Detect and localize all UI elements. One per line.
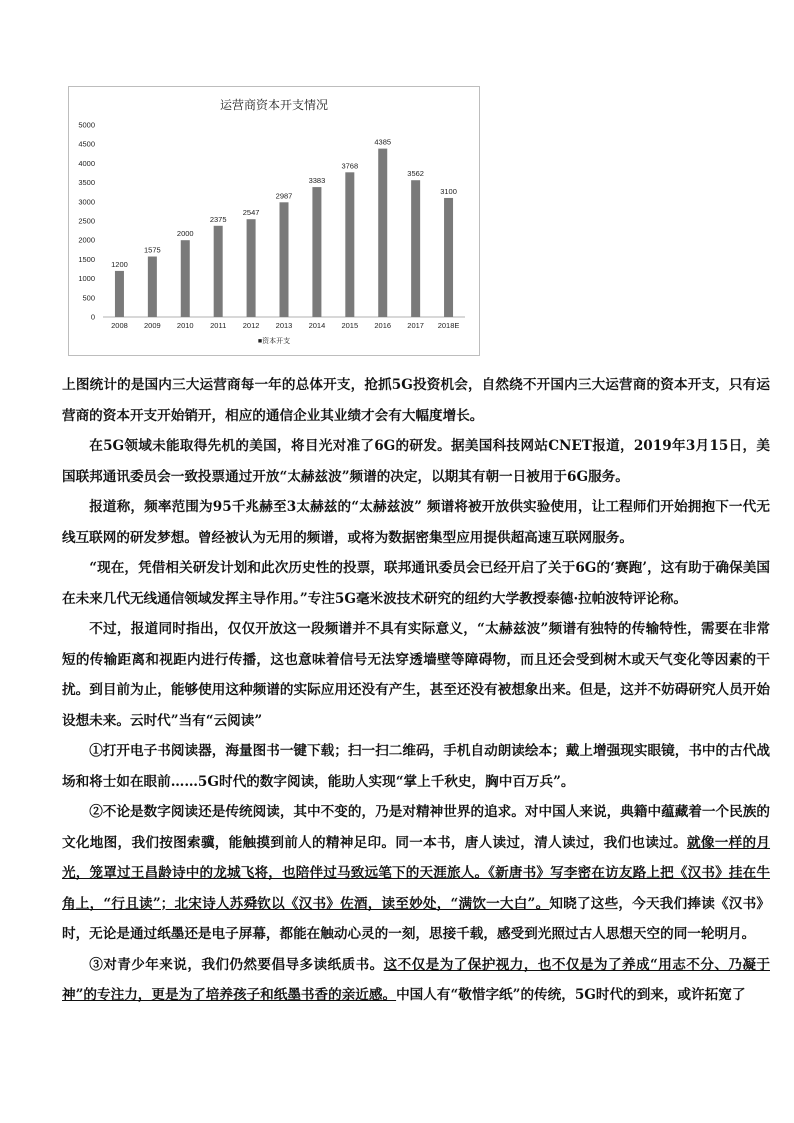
bar-2017 [411,180,420,317]
x-tick-label-2010: 2010 [176,321,194,330]
bar-2013 [280,202,289,317]
bar-2018E [444,198,453,317]
x-tick-label-2017: 2017 [407,321,424,330]
paragraph-6: ①打开电子书阅读器，海量图书一键下载；扫一扫二维码，手机自动朗读绘本；戴上增强现实眼镜，书中的古代战场和将士如在眼前……5G时代的数字阅读，能助人实现“掌上千秋史，胸中百万兵”。 [62,743,770,790]
y-tick-label: 2000 [78,235,95,245]
x-tick-label-2011: 2011 [210,321,227,330]
value-label-2016: 4385 [374,137,392,147]
value-label-2018E: 3100 [440,186,457,196]
x-tick-label-2012: 2012 [242,321,260,330]
paragraph-8-underlined: 这不仅是为了保护视力，也不仅是为了养成“用志不分、乃凝于神”的专注力，更是为了培养孩子和纸墨书香的亲近感。 [62,956,770,1003]
x-tick-label-2014: 2014 [308,321,326,330]
value-label-2009: 1575 [144,245,161,255]
chart-title: 运营商资本开支情况 [219,98,329,112]
paragraph-4: “现在，凭借相关研发计划和此次历史性的投票，联邦通讯委员会已经开启了关于6G的‘赛跑’，这有助于确保美国在未来几代无线通信领域发挥主导作用。”专注5G毫米波技术研究的纽约大学教授泰德·拉帕波特评论称。 [62,560,770,607]
chart-legend [258,336,290,345]
paragraph-7 [62,797,770,950]
legend-label: ■资本开支 [257,338,291,345]
paragraph-7-part-3: 知晓了这些，今天我们捧读《汉书》时，无论是通过纸墨还是电子屏幕，都能在触动心灵的一刻，思接千载，感受到光照过古人思想天空的同一轮明月。 [62,895,770,942]
x-tick-label-2008: 2008 [111,321,128,330]
value-label-2008: 1200 [111,259,128,269]
y-tick-label: 500 [82,293,95,303]
value-label-2017: 3562 [407,169,424,179]
chart-bars [111,138,457,317]
paragraph-1: 上图统计的是国内三大运营商每一年的总体开支，抢抓5G投资机会，自然绕不开国内三大运营商的资本开支，只有运营商的资本开支开始销开，相应的通信企业其业绩才会有大幅度增长。 [62,377,770,424]
bar-2011 [214,226,223,317]
bar-2012 [247,219,256,317]
value-label-2012: 2547 [242,208,260,218]
paragraph-8-part-3: 中国人有“敬惜字纸”的传统，5G时代的到来，或许拓宽了 [396,987,746,1003]
bar-2015 [345,172,354,317]
y-tick-label: 3000 [78,197,95,207]
x-tick-label-2016: 2016 [374,321,392,330]
paragraph-8-part-1: ③对青少年来说，我们仍然要倡导多读纸质书。 [89,956,384,973]
paragraph-7-part-1: ②不论是数字阅读还是传统阅读，其中不变的，乃是对精神世界的追求。对中国人来说，典籍中蕴藏着一个民族的文化地图，我们按图索骥，能触摸到前人的精神足印。同一本书，唐人读过，清人读过，我们也读过。 [62,804,770,851]
paragraph-5: 不过，报道同时指出，仅仅开放这一段频谱并不具有实际意义，“太赫兹波”频谱有独特的传输特性，需要在非常短的传输距离和视距内进行传播，这也意味着信号无法穿透墙壁等障碍物，而且还会受到树木或天气变化等因素的干扰。到目前为止，能够使用这种频谱的实际应用还没有产生，甚至还没有被想象出来。但是，这并不妨碍研究人员开始设想未来。云时代”当有“云阅读” [62,621,770,729]
y-tick-label: 1000 [78,274,95,284]
article-body [62,370,770,1011]
y-tick-label: 3500 [78,178,95,188]
x-tick-label-2015: 2015 [341,321,359,330]
y-tick-label: 2500 [78,216,95,226]
bar-2008 [115,271,124,317]
paragraph-8 [62,950,770,1011]
bar-2009 [148,257,157,317]
x-tick-label-2013: 2013 [275,321,293,330]
bar-2014 [312,187,321,317]
bar-2016 [378,149,387,317]
value-label-2015: 3768 [341,161,359,171]
y-tick-label: 5000 [78,120,95,130]
x-tick-label-2009: 2009 [144,321,161,330]
value-label-2010: 2000 [176,229,194,239]
paragraph-7-underlined: 就像一样的月光，笼罩过王昌龄诗中的龙城飞将，也陪伴过马致远笔下的天涯旅人。《新唐书》写李密在访友路上把《汉书》挂在牛角上，“行且读”；北宋诗人苏舜钦以《汉书》佐酒，读至妙处，“满饮一大白”。 [62,834,771,912]
x-tick-label-2018E: 2018E [437,321,460,330]
value-label-2013: 2987 [275,191,293,201]
chart-svg [69,87,479,355]
value-label-2011: 2375 [209,214,227,224]
chart-axes [78,121,465,331]
paragraph-3: 报道称，频率范围为95千兆赫至3太赫兹的“太赫兹波” 频谱将被开放供实验使用，让工程师们开始拥抱下一代无线互联网的研发梦想。曾经被认为无用的频谱，或将为数据密集型应用提供超高速互联网服务。 [62,499,770,546]
y-tick-label: 4000 [78,158,95,168]
value-label-2014: 3383 [308,176,326,186]
y-tick-label: 0 [90,312,95,322]
paragraph-2: 在5G领域未能取得先机的美国，将目光对准了6G的研发。据美国科技网站CNET报道，2019年3月15日，美国联邦通讯委员会一致投票通过开放“太赫兹波”频谱的决定，以期其有朝一日被用于6G服务。 [62,438,770,485]
y-tick-label: 4500 [78,139,95,149]
bar-2010 [181,240,190,317]
y-tick-label: 1500 [78,254,95,264]
bar-chart [68,86,480,356]
